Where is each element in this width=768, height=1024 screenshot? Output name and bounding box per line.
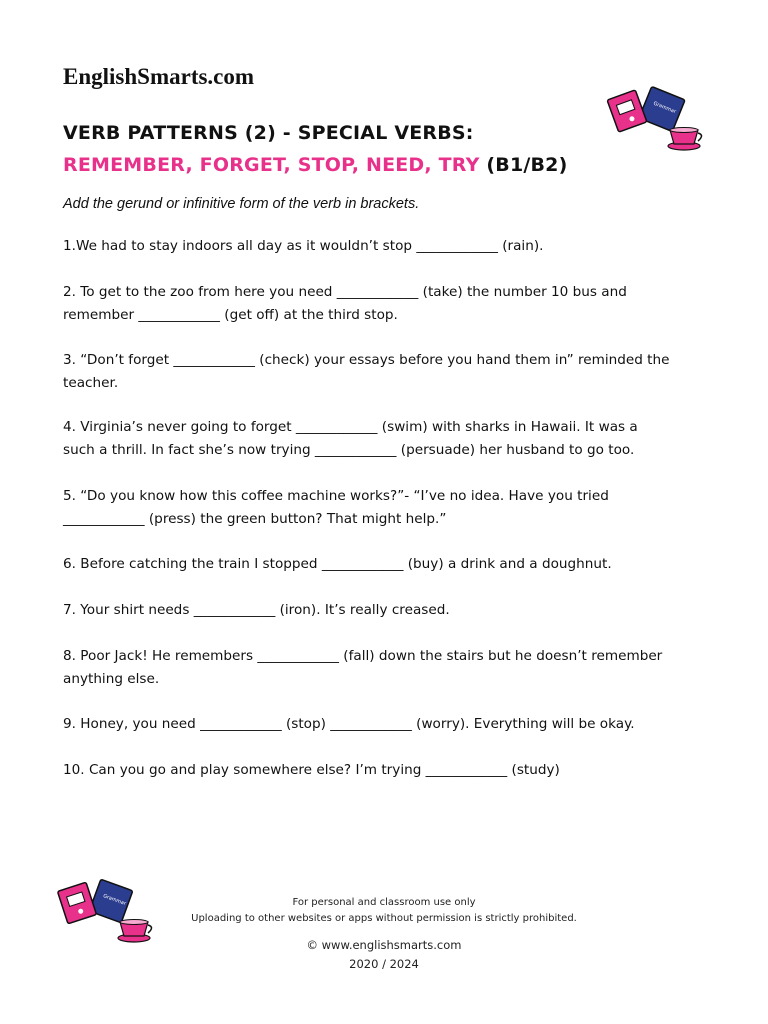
svg-text:Grammar: Grammar	[102, 893, 127, 908]
question-3: 3. “Don’t forget ____________ (check) your essays before you hand them in” reminded the teacher.	[63, 352, 670, 391]
question-10: 10. Can you go and play somewhere else? I’m trying ____________ (study)	[63, 762, 560, 778]
question-1: 1.We had to stay indoors all day as it wouldn’t stop ____________ (rain).	[63, 238, 544, 254]
footer-books-and-tea-illustration	[56, 878, 158, 946]
level-label: (B1/B2)	[486, 154, 568, 176]
pink-notebook-icon	[607, 90, 647, 132]
blue-book-icon	[639, 86, 685, 131]
footer-prohibition-note: Uploading to other websites or apps without permission is strictly prohibited.	[191, 913, 577, 924]
worksheet-title: VERB PATTERNS (2) - SPECIAL VERBS:	[63, 122, 474, 144]
books-and-tea-illustration	[604, 86, 706, 154]
question-8: 8. Poor Jack! He remembers ____________ (fall) down the stairs but he doesn’t remember anything else.	[63, 648, 663, 687]
instructions: Add the gerund or infinitive form of the verb in brackets.	[63, 196, 420, 212]
svg-text:Grammar: Grammar	[652, 100, 677, 116]
question-9: 9. Honey, you need ____________ (stop) ____________ (worry). Everything will be okay.	[63, 716, 635, 732]
teacup-icon	[668, 128, 702, 151]
footer-years: 2020 / 2024	[349, 957, 419, 971]
question-7: 7. Your shirt needs ____________ (iron). It’s really creased.	[63, 602, 450, 618]
question-5: 5. “Do you know how this coffee machine works?”- “I’ve no idea. Have you tried ____________ (press) the green button? That might help.”	[63, 488, 609, 527]
question-4: 4. Virginia’s never going to forget ____________ (swim) with sharks in Hawaii. It was a such a thrill. In fact she’s now trying ____________ (persuade) her husband to go too.	[63, 419, 638, 458]
question-2: 2. To get to the zoo from here you need ____________ (take) the number 10 bus and remember ____________ (get off) at the third stop.	[63, 284, 627, 323]
brand-logo: EnglishSmarts.com	[63, 64, 255, 89]
footer-website: © www.englishsmarts.com	[306, 938, 462, 952]
question-6: 6. Before catching the train I stopped ____________ (buy) a drink and a doughnut.	[63, 556, 612, 572]
worksheet-subtitle	[63, 154, 568, 176]
verb-list: REMEMBER, FORGET, STOP, NEED, TRY	[63, 154, 480, 176]
footer-usage-note: For personal and classroom use only	[292, 897, 476, 908]
